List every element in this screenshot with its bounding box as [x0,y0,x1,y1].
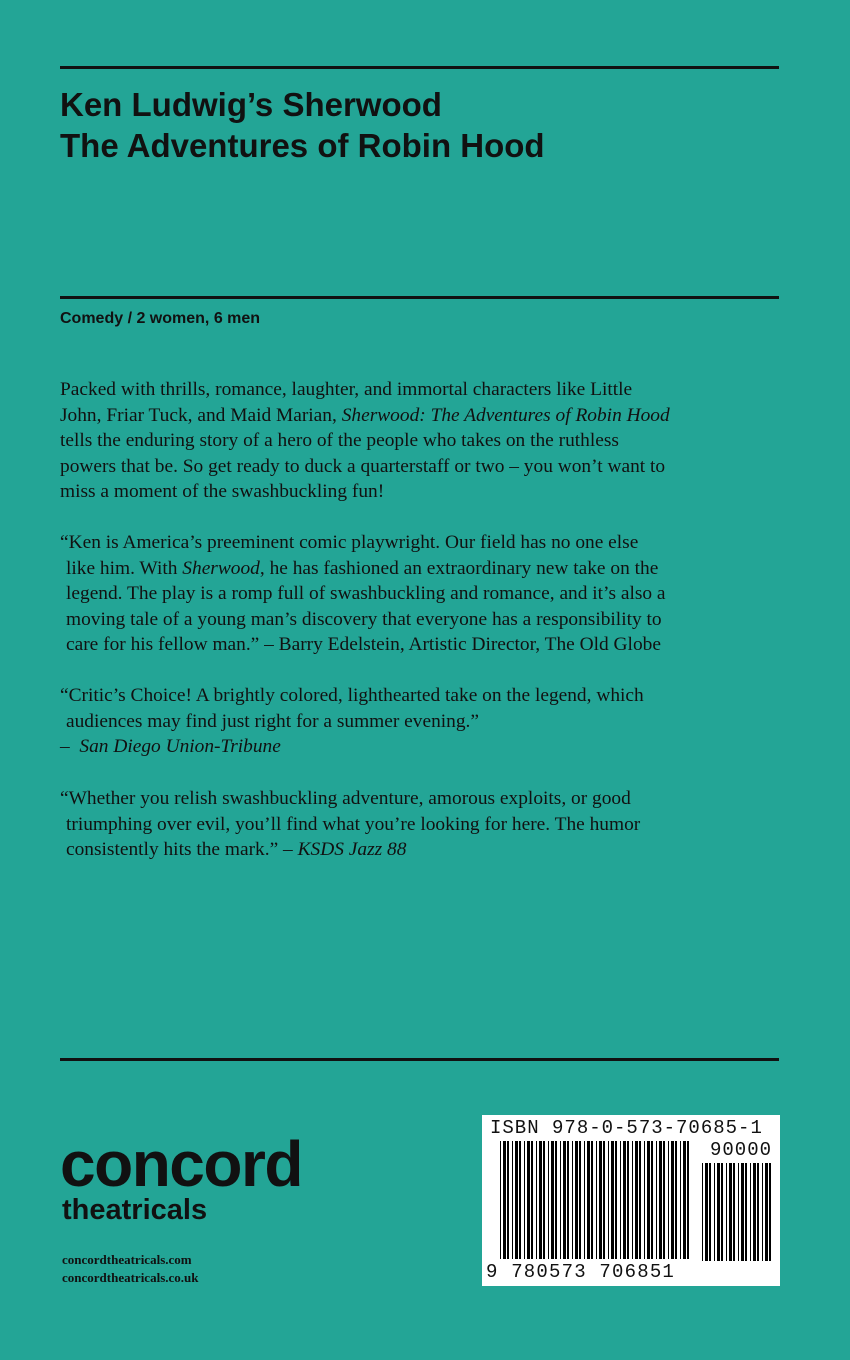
section-rule [60,296,779,299]
blurb-text: John, Friar Tuck, and Maid Marian, [60,404,337,426]
quote-dash: – [60,736,70,758]
quote-line: triumphing over evil, you’ll find what you’re looking for here. The humor [66,813,641,835]
quote-line: “Whether you relish swashbuckling adventure, amorous exploits, or good [60,788,631,809]
price-code: 90000 [709,1139,772,1161]
quote-edelstein [60,530,790,658]
title-line-1: Ken Ludwig’s Sherwood [60,86,442,123]
title-line-2: The Adventures of Robin Hood [60,127,545,164]
publisher-logo-wordmark: concord [60,1128,302,1200]
quote-line: legend. The play is a romp full of swashbuckling and romance, and it’s also a [66,583,666,605]
top-rule [60,66,779,69]
book-title [60,84,545,166]
bottom-rule [60,1058,779,1061]
blurb-italic-title: Sherwood: The Adventures of Robin Hood [341,404,670,426]
publisher-url-us[interactable]: concordtheatricals.com [62,1252,192,1267]
blurb-line [60,403,790,429]
price-addon-bars [702,1163,774,1275]
blurb-line: Packed with thrills, romance, laughter, and immortal characters like Little [60,379,633,400]
quote-line: care for his fellow man.” – Barry Edelstein, Artistic Director, The Old Globe [66,634,661,656]
quote-line: “Critic’s Choice! A brightly colored, lighthearted take on the legend, which [60,685,644,706]
quote-union-tribune [60,683,790,760]
quote-ksds [60,786,790,863]
quote-source: San Diego Union-Tribune [79,736,281,758]
ean-digits: 9 780573 706851 [486,1261,676,1283]
barcode-panel [482,1115,780,1286]
quote-text: , he has fashioned an extraordinary new take on the [259,557,659,579]
blurb-line: powers that be. So get ready to duck a quarterstaff or two – you won’t want to [60,455,666,477]
quote-line [60,556,790,582]
ean-barcode-bars [500,1141,690,1275]
quote-text: like him. With [66,557,178,579]
isbn-number: ISBN 978-0-573-70685-1 [490,1117,763,1139]
quote-line [60,734,790,760]
quote-line [60,837,790,863]
quote-text: consistently hits the mark.” – [66,839,293,861]
blurb-paragraph [60,377,790,505]
quote-line: audiences may find just right for a summer evening.” [66,710,480,732]
quote-line: moving tale of a young man’s discovery that everyone has a responsibility to [66,608,662,630]
publisher-logo-subtitle: theatricals [62,1194,208,1226]
quote-source: KSDS Jazz 88 [297,839,407,861]
quote-line: “Ken is America’s preeminent comic playwright. Our field has no one else [60,532,639,553]
genre-cast: Comedy / 2 women, 6 men [60,310,261,327]
publisher-url-uk[interactable]: concordtheatricals.co.uk [62,1270,199,1285]
quote-italic-title: Sherwood [182,557,260,579]
blurb-line: tells the enduring story of a hero of the people who takes on the ruthless [60,430,619,452]
blurb-line: miss a moment of the swashbuckling fun! [60,481,385,503]
